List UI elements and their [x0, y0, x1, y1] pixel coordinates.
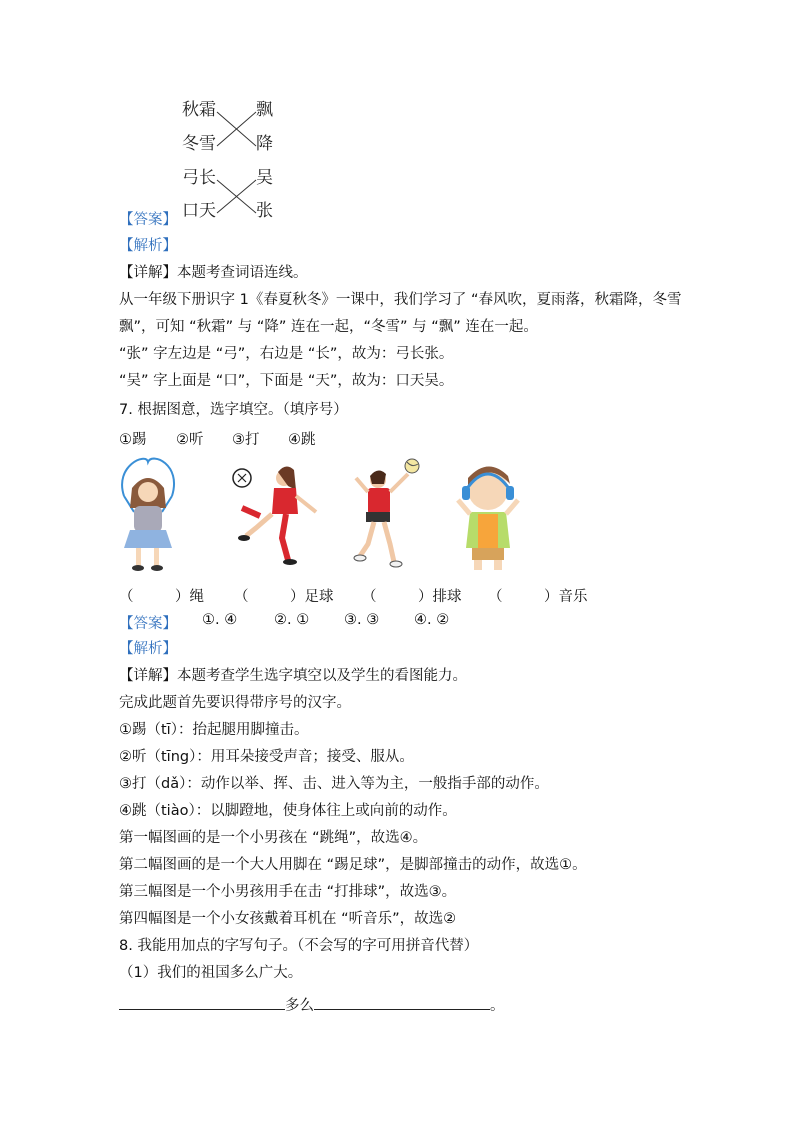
matching-lines: [0, 0, 794, 240]
mid-word: 多么: [285, 998, 314, 1014]
answer-item: ④. ②: [414, 612, 450, 628]
analysis-tag: 【解析】: [119, 641, 177, 657]
answer-blank[interactable]: [314, 993, 490, 1010]
jump-rope-picture: [118, 456, 180, 574]
end-punct: 。: [490, 998, 505, 1014]
fill-blank: （ ）音乐: [488, 589, 588, 605]
paragraph: “吴” 字上面是 “口”，下面是 “天”，故为：口天吴。: [119, 373, 454, 389]
paragraph: ④跳（tiào）：以脚蹬地，使身体往上或向前的动作。: [119, 803, 457, 819]
right-word: 吴: [256, 168, 273, 188]
detail-line: [119, 263, 308, 283]
answer-item: ②. ①: [274, 612, 310, 628]
left-word: 口天: [182, 201, 216, 221]
football-picture: [226, 456, 324, 574]
paragraph: ③打（dǎ）：动作以举、挥、击、进入等为主，一般指手部的动作。: [119, 776, 549, 792]
option-item: ③打: [232, 432, 260, 448]
music-picture: [452, 456, 528, 574]
paragraph: 第二幅图画的是一个大人用脚在 “踢足球”，是脚部撞击的动作，故选①。: [119, 857, 587, 873]
detail-line: [119, 666, 467, 686]
left-word: 秋霜: [182, 100, 216, 120]
paragraph: 从一年级下册识字 1《春夏秋冬》一课中，我们学习了 “春风吹，夏雨落，秋霜降，冬雪: [119, 292, 682, 308]
detail-text: 本题考查学生选字填空以及学生的看图能力。: [177, 668, 467, 684]
detail-tag: 【详解】: [119, 668, 177, 684]
detail-tag: 【详解】: [119, 265, 177, 281]
paragraph: 飘”，可知 “秋霜” 与 “降” 连在一起，“冬雪” 与 “飘” 连在一起。: [119, 319, 538, 335]
question-item: （1）我们的祖国多么广大。: [119, 965, 303, 981]
fill-blank: （ ）足球: [234, 589, 334, 605]
answer-blank[interactable]: [119, 993, 285, 1010]
question-title: 7. 根据图意，选字填空。（填序号）: [119, 402, 348, 418]
paragraph: 第一幅图画的是一个小男孩在 “跳绳”，故选④。: [119, 830, 428, 846]
answer-tag: 【答案】: [119, 616, 177, 632]
analysis-tag: 【解析】: [119, 238, 177, 254]
option-item: ④跳: [288, 432, 316, 448]
paragraph: ①踢（tī）：抬起腿用脚撞击。: [119, 722, 309, 738]
fill-blank: （ ）排球: [362, 589, 462, 605]
paragraph: ②听（tīng）：用耳朵接受声音；接受、服从。: [119, 749, 414, 765]
answer-item: ①. ④: [202, 612, 238, 628]
right-word: 飘: [256, 100, 273, 120]
writing-line: [119, 993, 505, 1016]
right-word: 张: [256, 201, 273, 221]
paragraph: 第四幅图是一个小女孩戴着耳机在 “听音乐”，故选②: [119, 911, 457, 927]
left-word: 冬雪: [182, 134, 216, 154]
option-item: ①踢: [119, 432, 147, 448]
fill-blank: （ ）绳: [119, 589, 204, 605]
paragraph: 第三幅图是一个小男孩用手在击 “打排球”，故选③。: [119, 884, 457, 900]
detail-text: 本题考查词语连线。: [177, 265, 308, 281]
paragraph: 完成此题首先要识得带序号的汉字。: [119, 695, 351, 711]
answer-item: ③. ③: [344, 612, 380, 628]
option-item: ②听: [176, 432, 204, 448]
paragraph: “张” 字左边是 “弓”，右边是 “长”，故为：弓长张。: [119, 346, 454, 362]
volleyball-picture: [350, 456, 426, 574]
left-word: 弓长: [182, 168, 216, 188]
right-word: 降: [256, 134, 273, 154]
question-title: 8. 我能用加点的字写句子。（不会写的字可用拼音代替）: [119, 938, 479, 954]
answer-tag: 【答案】: [119, 212, 177, 228]
